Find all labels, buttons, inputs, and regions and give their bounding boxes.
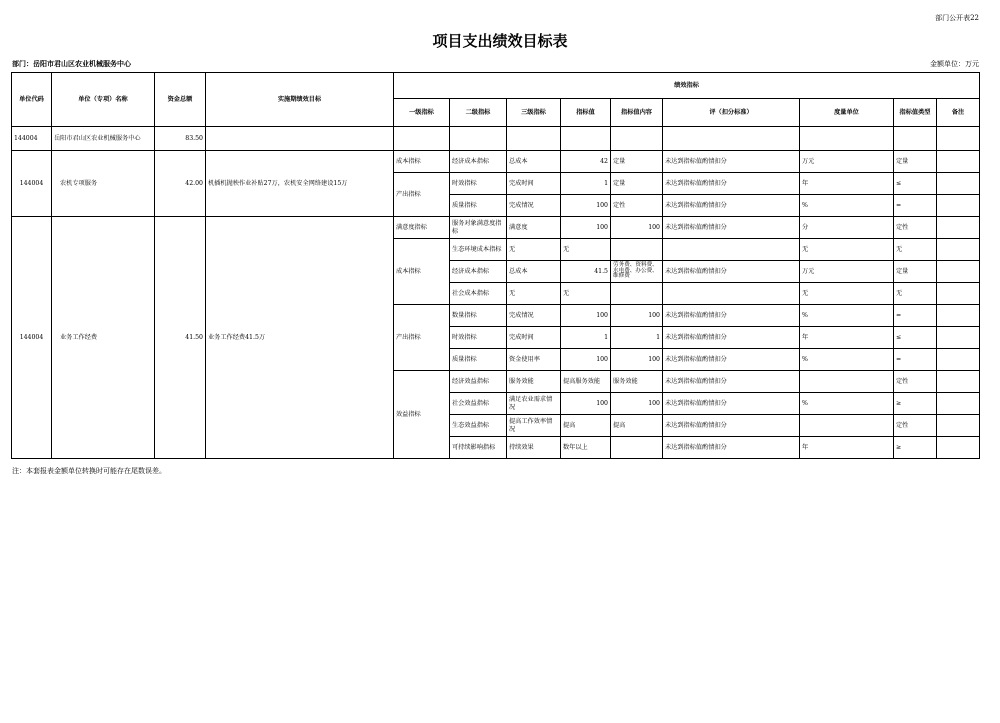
header-level2: 二级指标 (450, 99, 507, 127)
content-cell (611, 283, 663, 305)
value-cell: 42 (561, 151, 611, 173)
value-cell: 100 (561, 305, 611, 327)
remark-cell (937, 283, 980, 305)
summary-code: 144004 (12, 127, 52, 151)
content-cell: 定量 (611, 173, 663, 195)
level2-cell: 生态效益指标 (450, 415, 507, 437)
unit-cell: 万元 (800, 151, 894, 173)
value-cell: 提高服务效能 (561, 371, 611, 393)
level2-cell: 服务对象满意度指标 (450, 217, 507, 239)
level1-cell: 成本指标 (394, 151, 450, 173)
header-unit-name: 单位（专项）名称 (52, 73, 155, 127)
level1-cell: 效益指标 (394, 371, 450, 459)
unit-cell: 无 (800, 239, 894, 261)
project2-name: 业务工作经费 (52, 217, 155, 459)
type-cell: ≥ (894, 437, 937, 459)
remark-cell (937, 327, 980, 349)
criteria-cell: 未达到指标值酌情扣分 (663, 217, 800, 239)
criteria-cell: 未达到指标值酌情扣分 (663, 305, 800, 327)
footnote: 注：本套报表金额单位转换时可能存在尾数误差。 (12, 467, 166, 475)
unit-cell: 年 (800, 437, 894, 459)
header-level3: 三级指标 (507, 99, 561, 127)
level2-cell: 社会成本指标 (450, 283, 507, 305)
header-measure-unit: 度量单位 (800, 99, 894, 127)
criteria-cell: 未达到指标值酌情扣分 (663, 195, 800, 217)
value-cell: 无 (561, 239, 611, 261)
remark-cell (937, 195, 980, 217)
header-criteria: 评（扣分标准） (663, 99, 800, 127)
unit-cell (800, 415, 894, 437)
criteria-cell (663, 239, 800, 261)
unit-cell: 年 (800, 327, 894, 349)
level3-cell: 完成时间 (507, 327, 561, 349)
header-performance: 绩效指标 (394, 73, 980, 99)
value-cell: 100 (561, 195, 611, 217)
header-goal: 实施期绩效目标 (206, 73, 394, 127)
level2-cell: 可持续影响指标 (450, 437, 507, 459)
unit-cell: 无 (800, 283, 894, 305)
content-cell: 定量 (611, 151, 663, 173)
content-cell: 100 (611, 217, 663, 239)
type-cell: = (894, 349, 937, 371)
content-cell: 1 (611, 327, 663, 349)
value-cell: 41.5 (561, 261, 611, 283)
criteria-cell: 未达到指标值酌情扣分 (663, 415, 800, 437)
content-cell: 定性 (611, 195, 663, 217)
remark-cell (937, 415, 980, 437)
table-row (12, 217, 980, 239)
type-cell: 定量 (894, 151, 937, 173)
level3-cell: 完成情况 (507, 195, 561, 217)
type-cell: 无 (894, 283, 937, 305)
table-row (12, 151, 980, 173)
content-cell: 服务效能 (611, 371, 663, 393)
type-cell: ≤ (894, 327, 937, 349)
level3-cell: 完成时间 (507, 173, 561, 195)
remark-cell (937, 173, 980, 195)
performance-table (11, 72, 980, 459)
unit-cell: % (800, 349, 894, 371)
level2-cell: 生态环境成本指标 (450, 239, 507, 261)
value-cell: 提高 (561, 415, 611, 437)
project2-code: 144004 (12, 217, 52, 459)
content-cell (611, 239, 663, 261)
level3-cell: 资金使用率 (507, 349, 561, 371)
value-cell: 1 (561, 327, 611, 349)
unit-cell: 万元 (800, 261, 894, 283)
criteria-cell: 未达到指标值酌情扣分 (663, 437, 800, 459)
project1-name: 农机专项服务 (52, 151, 155, 217)
content-cell: 劳务费、资料费、水电费、办公费、维修费 (611, 261, 663, 283)
criteria-cell: 未达到指标值酌情扣分 (663, 173, 800, 195)
project2-amount: 41.50 (155, 217, 206, 459)
criteria-cell: 未达到指标值酌情扣分 (663, 327, 800, 349)
type-cell: ≥ (894, 393, 937, 415)
header-unit-code: 单位代码 (12, 73, 52, 127)
criteria-cell: 未达到指标值酌情扣分 (663, 371, 800, 393)
page-title: 项目支出绩效目标表 (432, 32, 568, 50)
content-cell: 100 (611, 393, 663, 415)
remark-cell (937, 239, 980, 261)
content-cell: 提高 (611, 415, 663, 437)
level2-cell: 经济成本指标 (450, 261, 507, 283)
level2-cell: 经济效益指标 (450, 371, 507, 393)
header-remark: 备注 (937, 99, 980, 127)
level3-cell: 无 (507, 239, 561, 261)
criteria-cell: 未达到指标值酌情扣分 (663, 261, 800, 283)
level1-cell: 产出指标 (394, 173, 450, 217)
type-cell: 定性 (894, 371, 937, 393)
level3-cell: 提高工作效率情况 (507, 415, 561, 437)
header-level1: 一级指标 (394, 99, 450, 127)
type-cell: = (894, 305, 937, 327)
level2-cell: 经济成本指标 (450, 151, 507, 173)
header-value-type: 指标值类型 (894, 99, 937, 127)
type-cell: 定量 (894, 261, 937, 283)
summary-name: 岳阳市君山区农业机械服务中心 (52, 127, 155, 151)
summary-row (12, 127, 980, 151)
remark-cell (937, 437, 980, 459)
level2-cell: 时效指标 (450, 327, 507, 349)
level1-cell: 满意度指标 (394, 217, 450, 239)
value-cell: 数年以上 (561, 437, 611, 459)
type-cell: 定性 (894, 217, 937, 239)
header-total-funds: 资金总额 (155, 73, 206, 127)
remark-cell (937, 217, 980, 239)
type-cell: ≤ (894, 173, 937, 195)
level3-cell: 完成情况 (507, 305, 561, 327)
unit-cell: 年 (800, 173, 894, 195)
unit-cell: % (800, 195, 894, 217)
level3-cell: 满意度 (507, 217, 561, 239)
value-cell: 100 (561, 393, 611, 415)
remark-cell (937, 393, 980, 415)
project2-goal: 业务工作经费41.5万 (206, 217, 394, 459)
remark-cell (937, 151, 980, 173)
level2-cell: 质量指标 (450, 195, 507, 217)
level3-cell: 持续效果 (507, 437, 561, 459)
unit-cell: % (800, 305, 894, 327)
content-cell: 100 (611, 305, 663, 327)
unit-cell (800, 371, 894, 393)
unit-cell: % (800, 393, 894, 415)
value-cell: 1 (561, 173, 611, 195)
level3-cell: 总成本 (507, 151, 561, 173)
type-cell: 定性 (894, 415, 937, 437)
header-value: 指标值 (561, 99, 611, 127)
remark-cell (937, 261, 980, 283)
summary-amount: 83.50 (155, 127, 206, 151)
remark-cell (937, 305, 980, 327)
value-cell: 无 (561, 283, 611, 305)
project1-amount: 42.00 (155, 151, 206, 217)
unit-cell: 分 (800, 217, 894, 239)
level3-cell: 总成本 (507, 261, 561, 283)
table-number-label: 部门公开表22 (935, 14, 979, 22)
criteria-cell: 未达到指标值酌情扣分 (663, 393, 800, 415)
level2-cell: 质量指标 (450, 349, 507, 371)
type-cell: 无 (894, 239, 937, 261)
level3-cell: 服务效能 (507, 371, 561, 393)
content-cell (611, 437, 663, 459)
remark-cell (937, 371, 980, 393)
value-cell: 100 (561, 217, 611, 239)
level3-cell: 满足农业需求情况 (507, 393, 561, 415)
type-cell: = (894, 195, 937, 217)
level2-cell: 时效指标 (450, 173, 507, 195)
level3-cell: 无 (507, 283, 561, 305)
level2-cell: 社会效益指标 (450, 393, 507, 415)
project1-goal: 机插机抛秧作业补贴27万，农机安全网络建设15万 (206, 151, 394, 217)
criteria-cell: 未达到指标值酌情扣分 (663, 151, 800, 173)
amount-unit-label: 金额单位：万元 (930, 60, 979, 68)
level2-cell: 数量指标 (450, 305, 507, 327)
department-label: 部门：岳阳市君山区农业机械服务中心 (12, 59, 131, 68)
value-cell: 100 (561, 349, 611, 371)
level1-cell: 成本指标 (394, 239, 450, 305)
remark-cell (937, 349, 980, 371)
criteria-cell: 未达到指标值酌情扣分 (663, 349, 800, 371)
criteria-cell (663, 283, 800, 305)
project1-code: 144004 (12, 151, 52, 217)
level1-cell: 产出指标 (394, 305, 450, 371)
content-cell: 100 (611, 349, 663, 371)
header-content: 指标值内容 (611, 99, 663, 127)
